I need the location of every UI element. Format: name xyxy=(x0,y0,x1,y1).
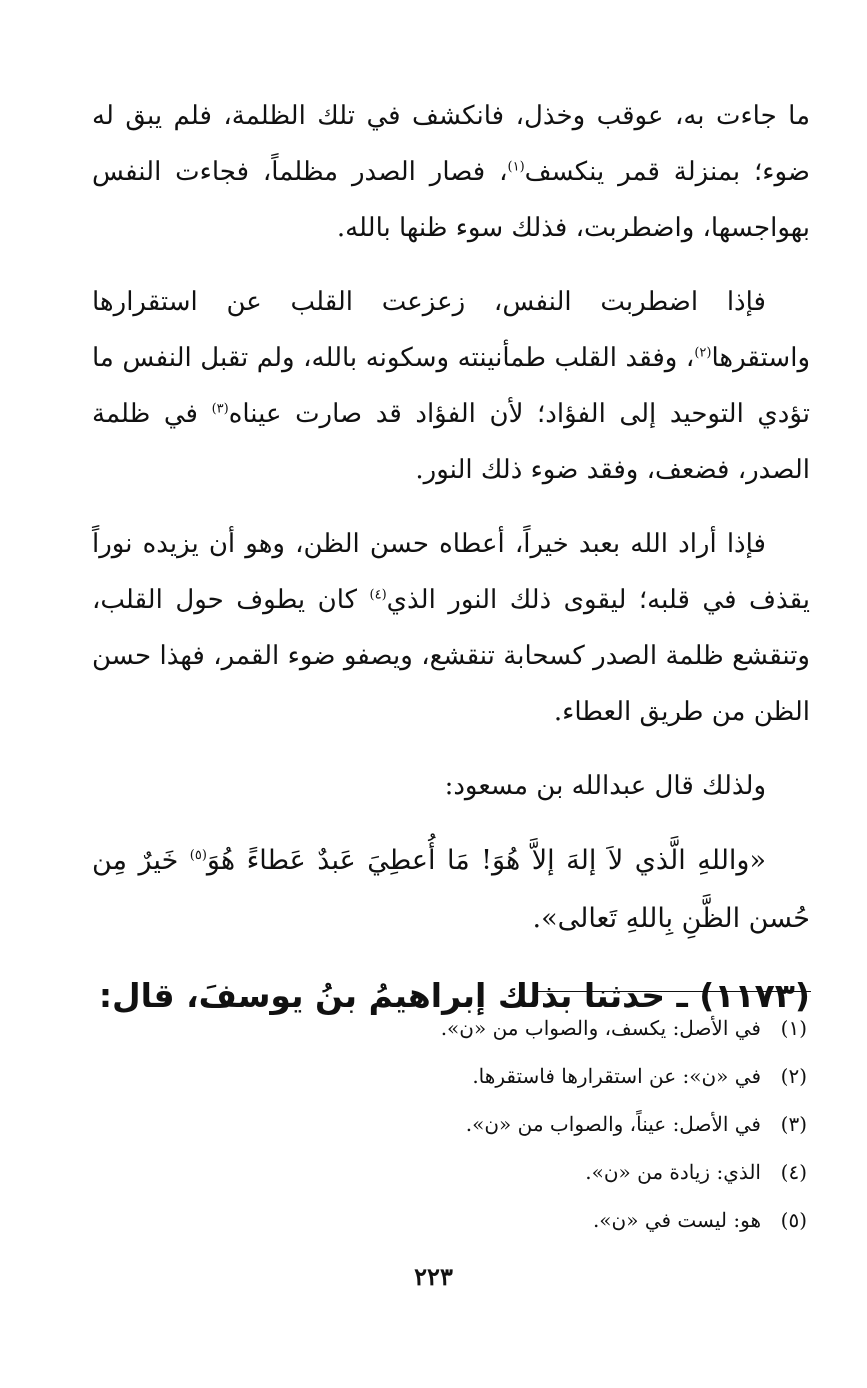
paragraph-1-text-b: ، فصار الصدر مظلماً، فجاءت النفس بهواجسها، واضطربت، فذلك سوء ظنها بالله. xyxy=(92,157,810,243)
quote-text-a: «واللهِ الَّذي لاَ إلهَ إلاَّ هُوَ! مَا أُعطِيَ عَبدٌ عَطاءً هُوَ xyxy=(206,845,766,876)
footnote-1 xyxy=(207,1010,807,1058)
hadith-heading: (١١٧٣) ـ حدثنا بذلك إبراهيمُ بنُ يوسفَ، قال: xyxy=(98,976,810,1015)
footnote-number: (١) xyxy=(780,1016,807,1040)
footnote-5 xyxy=(207,1202,807,1250)
footnote-text: هو: ليست في «ن». xyxy=(592,1208,761,1232)
paragraph-2-text-a: فإذا اضطربت النفس، زعزعت القلب عن استقرارها واستقرها xyxy=(92,287,810,373)
footnote-2 xyxy=(207,1058,807,1106)
footnote-number: (٤) xyxy=(780,1160,807,1184)
main-text xyxy=(92,88,810,1026)
paragraph-2-text-c: في ظلمة الصدر، فضعف، وفقد ضوء ذلك النور. xyxy=(92,399,810,485)
footnote-divider xyxy=(535,991,811,992)
paragraph-1-text-a: ما جاءت به، عوقب وخذل، فانكشف في تلك الظلمة، فلم يبق له ضوء؛ بمنزلة قمر ينكسف xyxy=(92,101,810,187)
footnote-text: الذي: زيادة من «ن». xyxy=(585,1160,761,1184)
paragraph-2 xyxy=(92,274,810,498)
page-number: ٢٢٣ xyxy=(414,1262,453,1291)
footnote-ref-5: (٥) xyxy=(189,848,207,863)
quote xyxy=(92,832,810,948)
footnote-ref-4: (٤) xyxy=(369,587,387,603)
paragraph-4-text: ولذلك قال عبدالله بن مسعود: xyxy=(444,771,766,801)
footnote-text: في «ن»: عن استقرارها فاستقرها. xyxy=(472,1064,761,1088)
footnote-text: في الأصل: يكسف، والصواب من «ن». xyxy=(440,1016,761,1040)
footnote-ref-3: (٣) xyxy=(211,401,229,417)
footnote-ref-1: (١) xyxy=(507,159,525,175)
paragraph-3-text-a: فإذا أراد الله بعبد خيراً، أعطاه حسن الظن، وهو أن يزيده نوراً يقذف في قلبه؛ ليقوى ذلك النور الذي xyxy=(92,529,811,615)
paragraph-3-text-b: كان يطوف حول القلب، وتنقشع ظلمة الصدر كسحابة تنقشع، ويصفو ضوء القمر، فهذا حسن الظن من طريق العطاء. xyxy=(92,585,810,727)
footnotes xyxy=(207,1010,807,1250)
footnote-4 xyxy=(207,1154,807,1202)
paragraph-1 xyxy=(92,88,810,256)
footnote-number: (٣) xyxy=(780,1112,807,1136)
paragraph-2-text-b: ، وفقد القلب طمأنينته وسكونه بالله، ولم تقبل النفس ما تؤدي التوحيد إلى الفؤاد؛ لأن الفؤاد قد صارت عيناه xyxy=(92,343,811,429)
quote-text-b: خَيرٌ مِن حُسن الظَّنِ بِاللهِ تَعالى». xyxy=(92,845,810,934)
footnote-ref-2: (٢) xyxy=(694,345,712,361)
footnote-number: (٥) xyxy=(780,1208,807,1232)
paragraph-4 xyxy=(92,758,810,814)
footnote-3 xyxy=(207,1106,807,1154)
paragraph-3 xyxy=(92,516,810,740)
footnote-text: في الأصل: عيناً، والصواب من «ن». xyxy=(465,1112,761,1136)
footnote-number: (٢) xyxy=(780,1064,807,1088)
